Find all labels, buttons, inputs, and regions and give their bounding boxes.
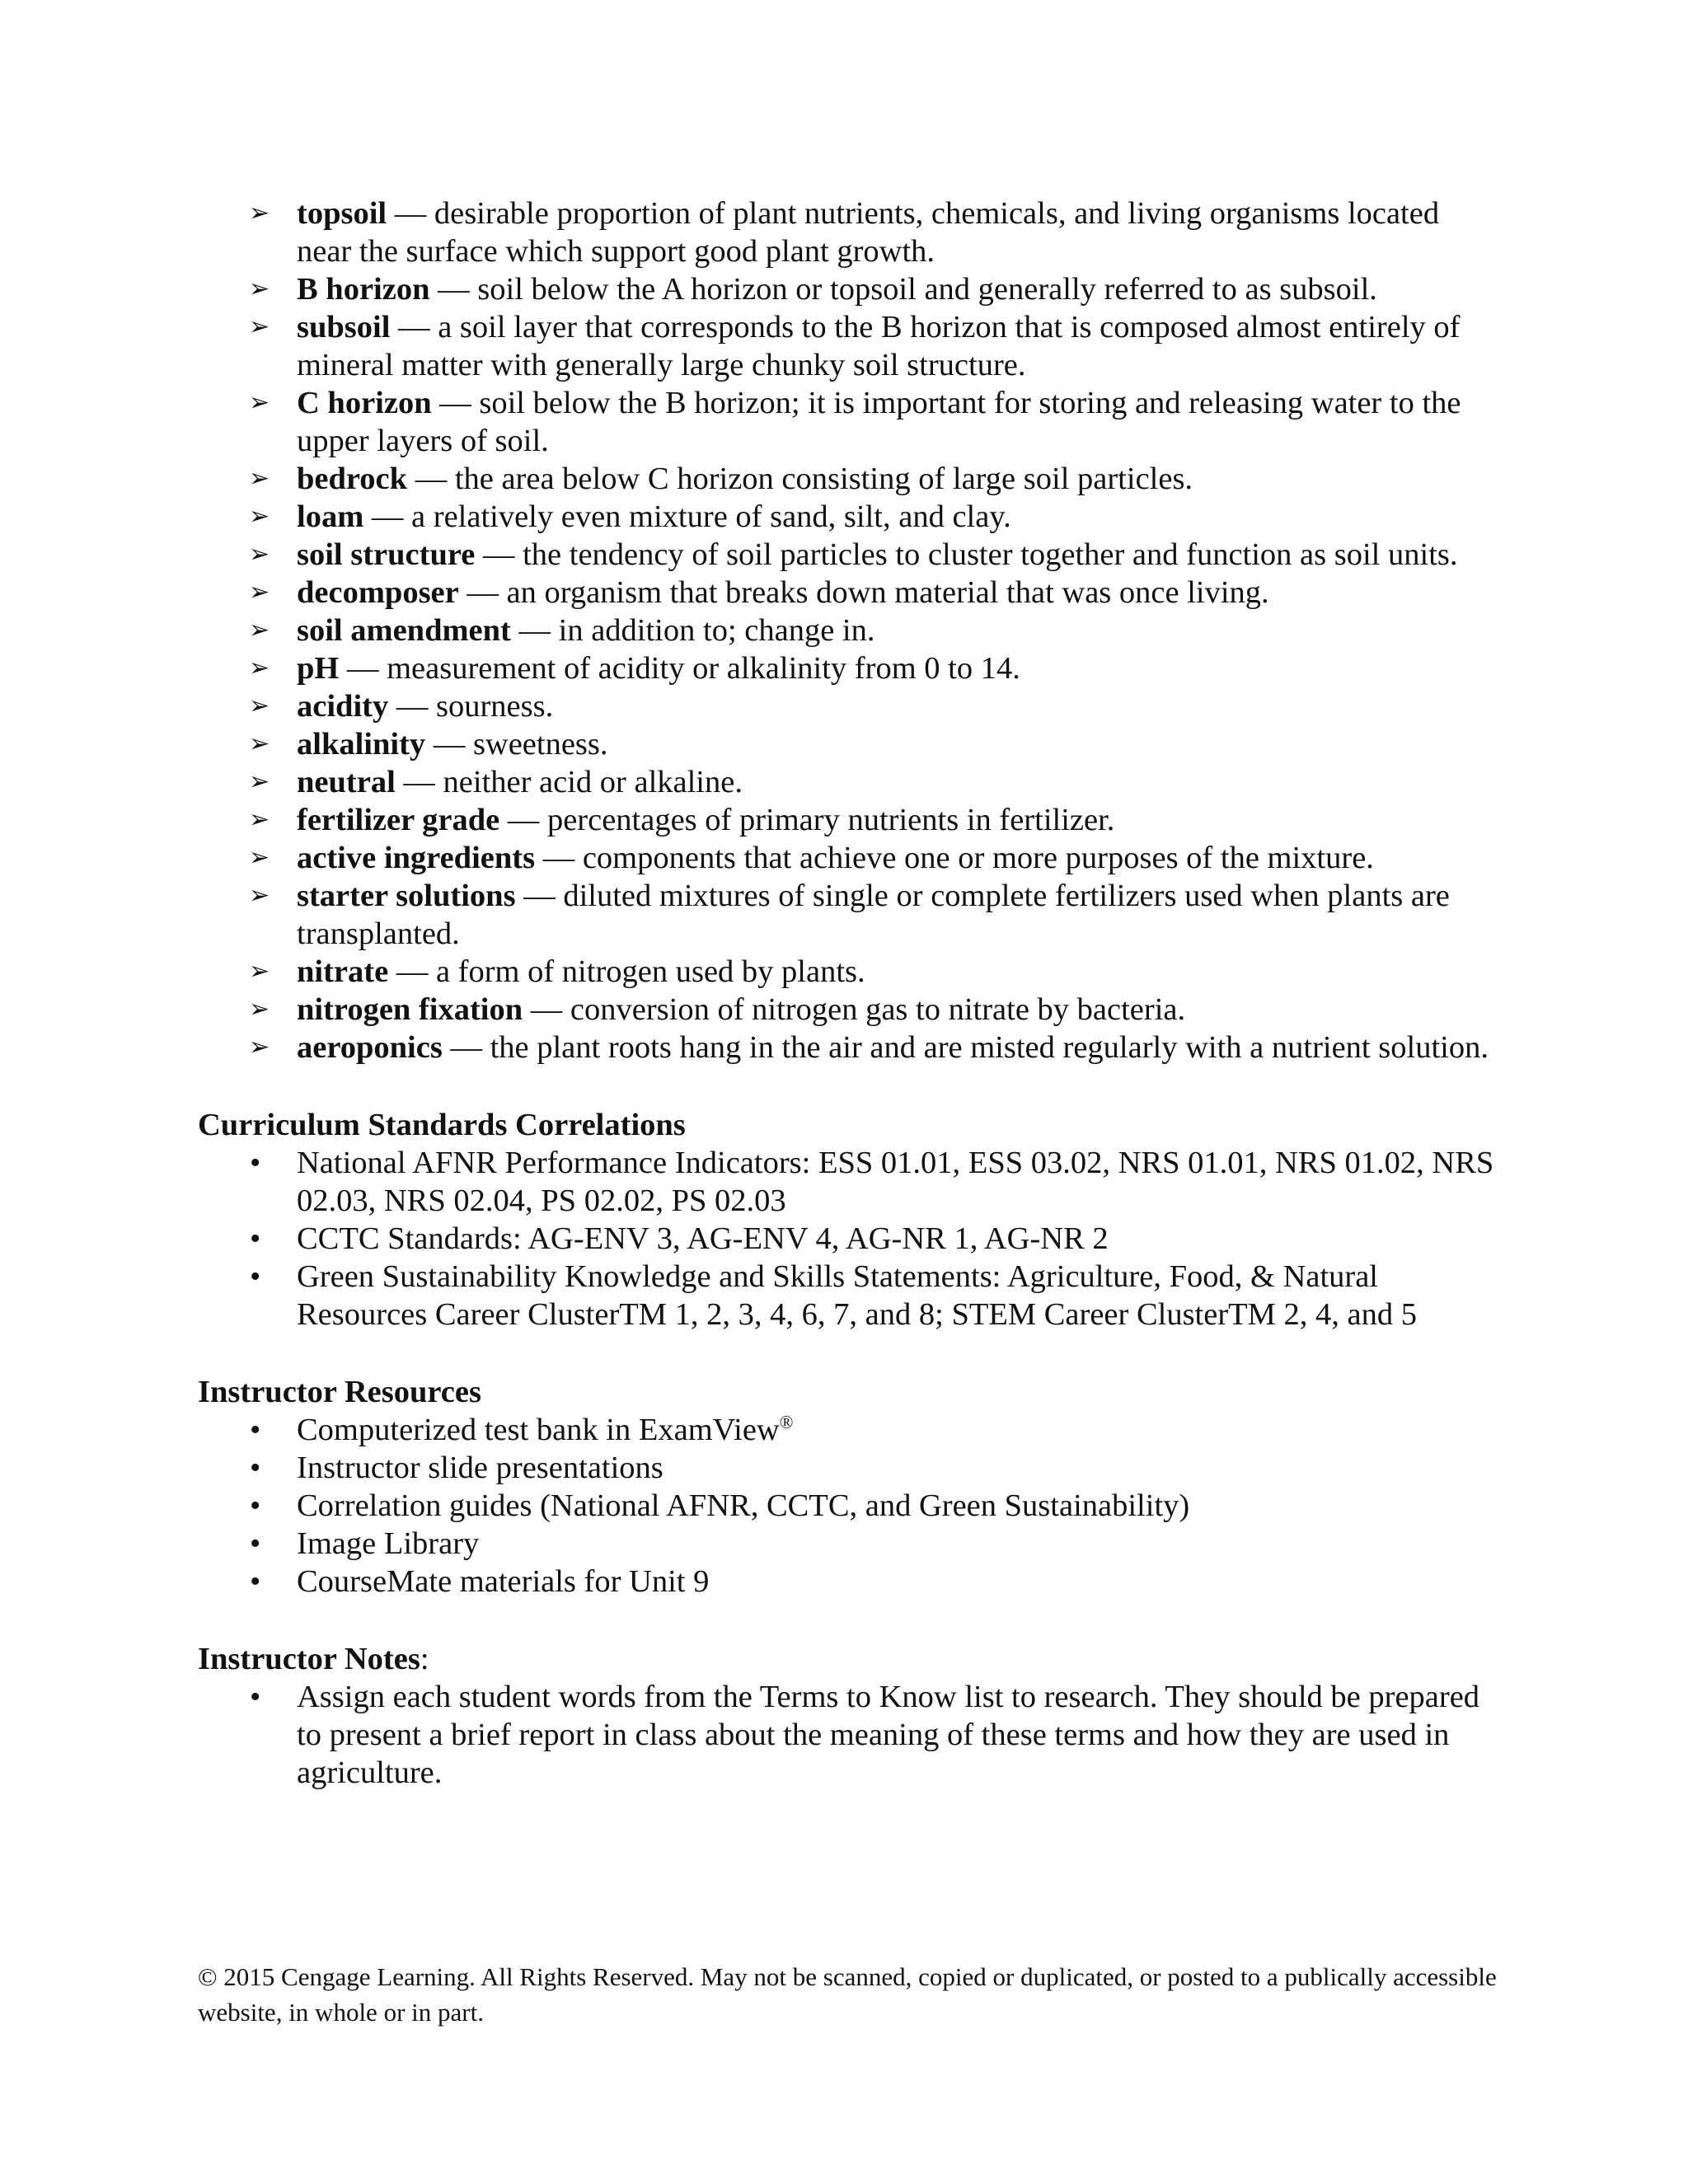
notes-heading-colon: : (420, 1642, 429, 1676)
term-dash: — (518, 613, 551, 648)
registered-mark: ® (779, 1412, 794, 1432)
term-dash: — (482, 537, 515, 572)
arrow-bullet-icon: ➢ (249, 578, 270, 607)
arrow-bullet-icon: ➢ (249, 616, 270, 644)
term-word: C horizon (297, 386, 432, 420)
term-word: fertilizer grade (297, 803, 500, 837)
term-item (198, 574, 1500, 612)
resource-item (198, 1449, 1500, 1487)
bullet-icon: • (250, 1221, 261, 1256)
curriculum-item (198, 1220, 1500, 1258)
arrow-bullet-icon: ➢ (249, 881, 270, 910)
term-item (198, 194, 1500, 270)
arrow-bullet-icon: ➢ (249, 274, 270, 303)
resource-item-text: Instructor slide presentations (297, 1451, 663, 1485)
arrow-bullet-icon: ➢ (249, 654, 270, 682)
term-definition: measurement of acidity or alkalinity from 0 to 14. (387, 651, 1020, 686)
resource-item (198, 1563, 1500, 1601)
arrow-bullet-icon: ➢ (249, 1033, 270, 1062)
resource-item (198, 1525, 1500, 1563)
resource-item-text: CourseMate materials for Unit 9 (297, 1564, 710, 1599)
bullet-icon: • (250, 1259, 261, 1294)
term-item (198, 991, 1500, 1029)
arrow-bullet-icon: ➢ (249, 767, 270, 796)
resource-item (198, 1487, 1500, 1525)
arrow-bullet-icon: ➢ (249, 995, 270, 1024)
term-definition: sourness. (435, 689, 554, 724)
arrow-bullet-icon: ➢ (249, 388, 270, 417)
term-item (198, 270, 1500, 308)
bullet-icon: • (250, 1488, 261, 1523)
section-gap (198, 1066, 1500, 1106)
term-item (198, 687, 1500, 725)
term-item (198, 763, 1500, 801)
note-item-text: Assign each student words from the Terms to Know list to research. They should be prepared to present a brief report in class about the meaning of these terms and how they are used in agriculture. (297, 1680, 1480, 1790)
term-item (198, 460, 1500, 498)
term-dash: — (438, 272, 470, 307)
term-word: loam (297, 499, 364, 534)
curriculum-item-text: Green Sustainability Knowledge and Skills Statements: Agriculture, Food, & Natural Resources Career ClusterTM 1, 2, 3, 4, 6, 7, and 8; STEM Career ClusterTM 2, 4, and 5 (297, 1259, 1418, 1332)
term-definition: a soil layer that corresponds to the B horizon that is composed almost entirely of mineral matter with generally large chunky soil structure. (297, 310, 1461, 382)
term-item (198, 649, 1500, 687)
term-dash: — (450, 1030, 482, 1065)
arrow-bullet-icon: ➢ (249, 540, 270, 569)
arrow-bullet-icon: ➢ (249, 843, 270, 872)
term-definition: conversion of nitrogen gas to nitrate by bacteria. (570, 992, 1186, 1027)
bullet-icon: • (250, 1526, 261, 1561)
term-item (198, 725, 1500, 763)
note-item (198, 1678, 1500, 1792)
resources-list (198, 1411, 1500, 1601)
term-word: alkalinity (297, 727, 426, 762)
term-word: acidity (297, 689, 389, 724)
term-dash: — (403, 765, 435, 799)
term-definition: neither acid or alkaline. (443, 765, 743, 799)
section-gap (198, 1601, 1500, 1640)
arrow-bullet-icon: ➢ (249, 464, 270, 493)
notes-heading-text: Instructor Notes (198, 1642, 420, 1676)
term-word: subsoil (297, 310, 391, 344)
term-dash: — (433, 727, 466, 762)
term-dash: — (396, 689, 429, 724)
page-content (198, 194, 1500, 1792)
term-word: topsoil (297, 196, 387, 231)
term-word: aeroponics (297, 1030, 443, 1065)
section-gap (198, 1333, 1500, 1373)
bullet-icon: • (250, 1451, 261, 1485)
bullet-icon: • (250, 1564, 261, 1599)
term-definition: percentages of primary nutrients in fertilizer. (546, 803, 1115, 837)
term-definition: an organism that breaks down material that was once living. (506, 575, 1269, 610)
term-item (198, 498, 1500, 536)
term-dash: — (371, 499, 404, 534)
term-definition: sweetness. (472, 727, 608, 762)
bullet-icon: • (250, 1680, 261, 1714)
arrow-bullet-icon: ➢ (249, 805, 270, 834)
term-definition: a relatively even mixture of sand, silt, and clay. (411, 499, 1011, 534)
term-definition: a form of nitrogen used by plants. (435, 954, 865, 989)
term-word: starter solutions (297, 879, 516, 913)
term-item (198, 839, 1500, 877)
curriculum-heading: Curriculum Standards Correlations (198, 1108, 686, 1142)
term-definition: soil below the A horizon or topsoil and generally referred to as subsoil. (477, 272, 1377, 307)
copyright-footer: © 2015 Cengage Learning. All Rights Reserved. May not be scanned, copied or duplicated, or posted to a publically accessible website, in whole or in part. (198, 1962, 1497, 2027)
term-definition: diluted mixtures of single or complete fertilizers used when plants are transplanted. (297, 879, 1450, 951)
term-word: nitrate (297, 954, 389, 989)
term-dash: — (439, 386, 471, 420)
arrow-bullet-icon: ➢ (249, 502, 270, 531)
curriculum-item-text: National AFNR Performance Indicators: ESS 01.01, ESS 03.02, NRS 01.01, NRS 01.02, NRS 02.03, NRS 02.04, PS 02.02, PS 02.03 (297, 1146, 1494, 1218)
term-dash: — (530, 992, 563, 1027)
arrow-bullet-icon: ➢ (249, 199, 270, 227)
term-item (198, 1029, 1500, 1066)
term-dash: — (394, 196, 427, 231)
term-dash: — (523, 879, 556, 913)
term-dash: — (542, 841, 575, 875)
term-word: neutral (297, 765, 396, 799)
term-dash: — (346, 651, 379, 686)
notes-list (198, 1678, 1500, 1792)
term-word: active ingredients (297, 841, 536, 875)
term-word: pH (297, 651, 340, 686)
curriculum-item (198, 1258, 1500, 1333)
resource-item-text: Correlation guides (National AFNR, CCTC, and Green Sustainability) (297, 1488, 1190, 1523)
term-definition: the area below C horizon consisting of large soil particles. (454, 462, 1193, 496)
term-definition: desirable proportion of plant nutrients, chemicals, and living organisms located near the surface which support good plant growth. (297, 196, 1440, 269)
term-word: B horizon (297, 272, 430, 307)
term-item (198, 536, 1500, 574)
term-definition: soil below the B horizon; it is important for storing and releasing water to the upper layers of soil. (297, 386, 1461, 458)
term-definition: the plant roots hang in the air and are misted regularly with a nutrient solution. (490, 1030, 1489, 1065)
bullet-icon: • (250, 1146, 261, 1180)
term-item (198, 877, 1500, 953)
curriculum-item (198, 1144, 1500, 1220)
arrow-bullet-icon: ➢ (249, 729, 270, 758)
term-word: nitrogen fixation (297, 992, 523, 1027)
term-word: soil amendment (297, 613, 511, 648)
bullet-icon: • (250, 1413, 261, 1447)
term-definition: in addition to; change in. (558, 613, 875, 648)
term-word: decomposer (297, 575, 459, 610)
curriculum-item-text: CCTC Standards: AG-ENV 3, AG-ENV 4, AG-NR 1, AG-NR 2 (297, 1221, 1109, 1256)
term-dash: — (415, 462, 448, 496)
resource-item-text: Computerized test bank in ExamView (297, 1413, 780, 1447)
terms-list (198, 194, 1500, 1066)
term-definition: the tendency of soil particles to cluster together and function as soil units. (523, 537, 1458, 572)
resource-item (198, 1411, 1500, 1449)
term-definition: components that achieve one or more purposes of the mixture. (582, 841, 1374, 875)
resource-item-text: Image Library (297, 1526, 480, 1561)
arrow-bullet-icon: ➢ (249, 691, 270, 720)
term-dash: — (467, 575, 499, 610)
term-word: soil structure (297, 537, 476, 572)
arrow-bullet-icon: ➢ (249, 312, 270, 341)
term-dash: — (507, 803, 540, 837)
notes-heading (198, 1640, 1500, 1678)
term-item (198, 801, 1500, 839)
term-dash: — (396, 954, 429, 989)
curriculum-list (198, 1144, 1500, 1333)
resources-heading: Instructor Resources (198, 1375, 481, 1409)
arrow-bullet-icon: ➢ (249, 957, 270, 986)
term-word: bedrock (297, 462, 408, 496)
term-item (198, 612, 1500, 649)
term-item (198, 953, 1500, 991)
term-item (198, 384, 1500, 460)
term-dash: — (398, 310, 430, 344)
term-item (198, 308, 1500, 384)
